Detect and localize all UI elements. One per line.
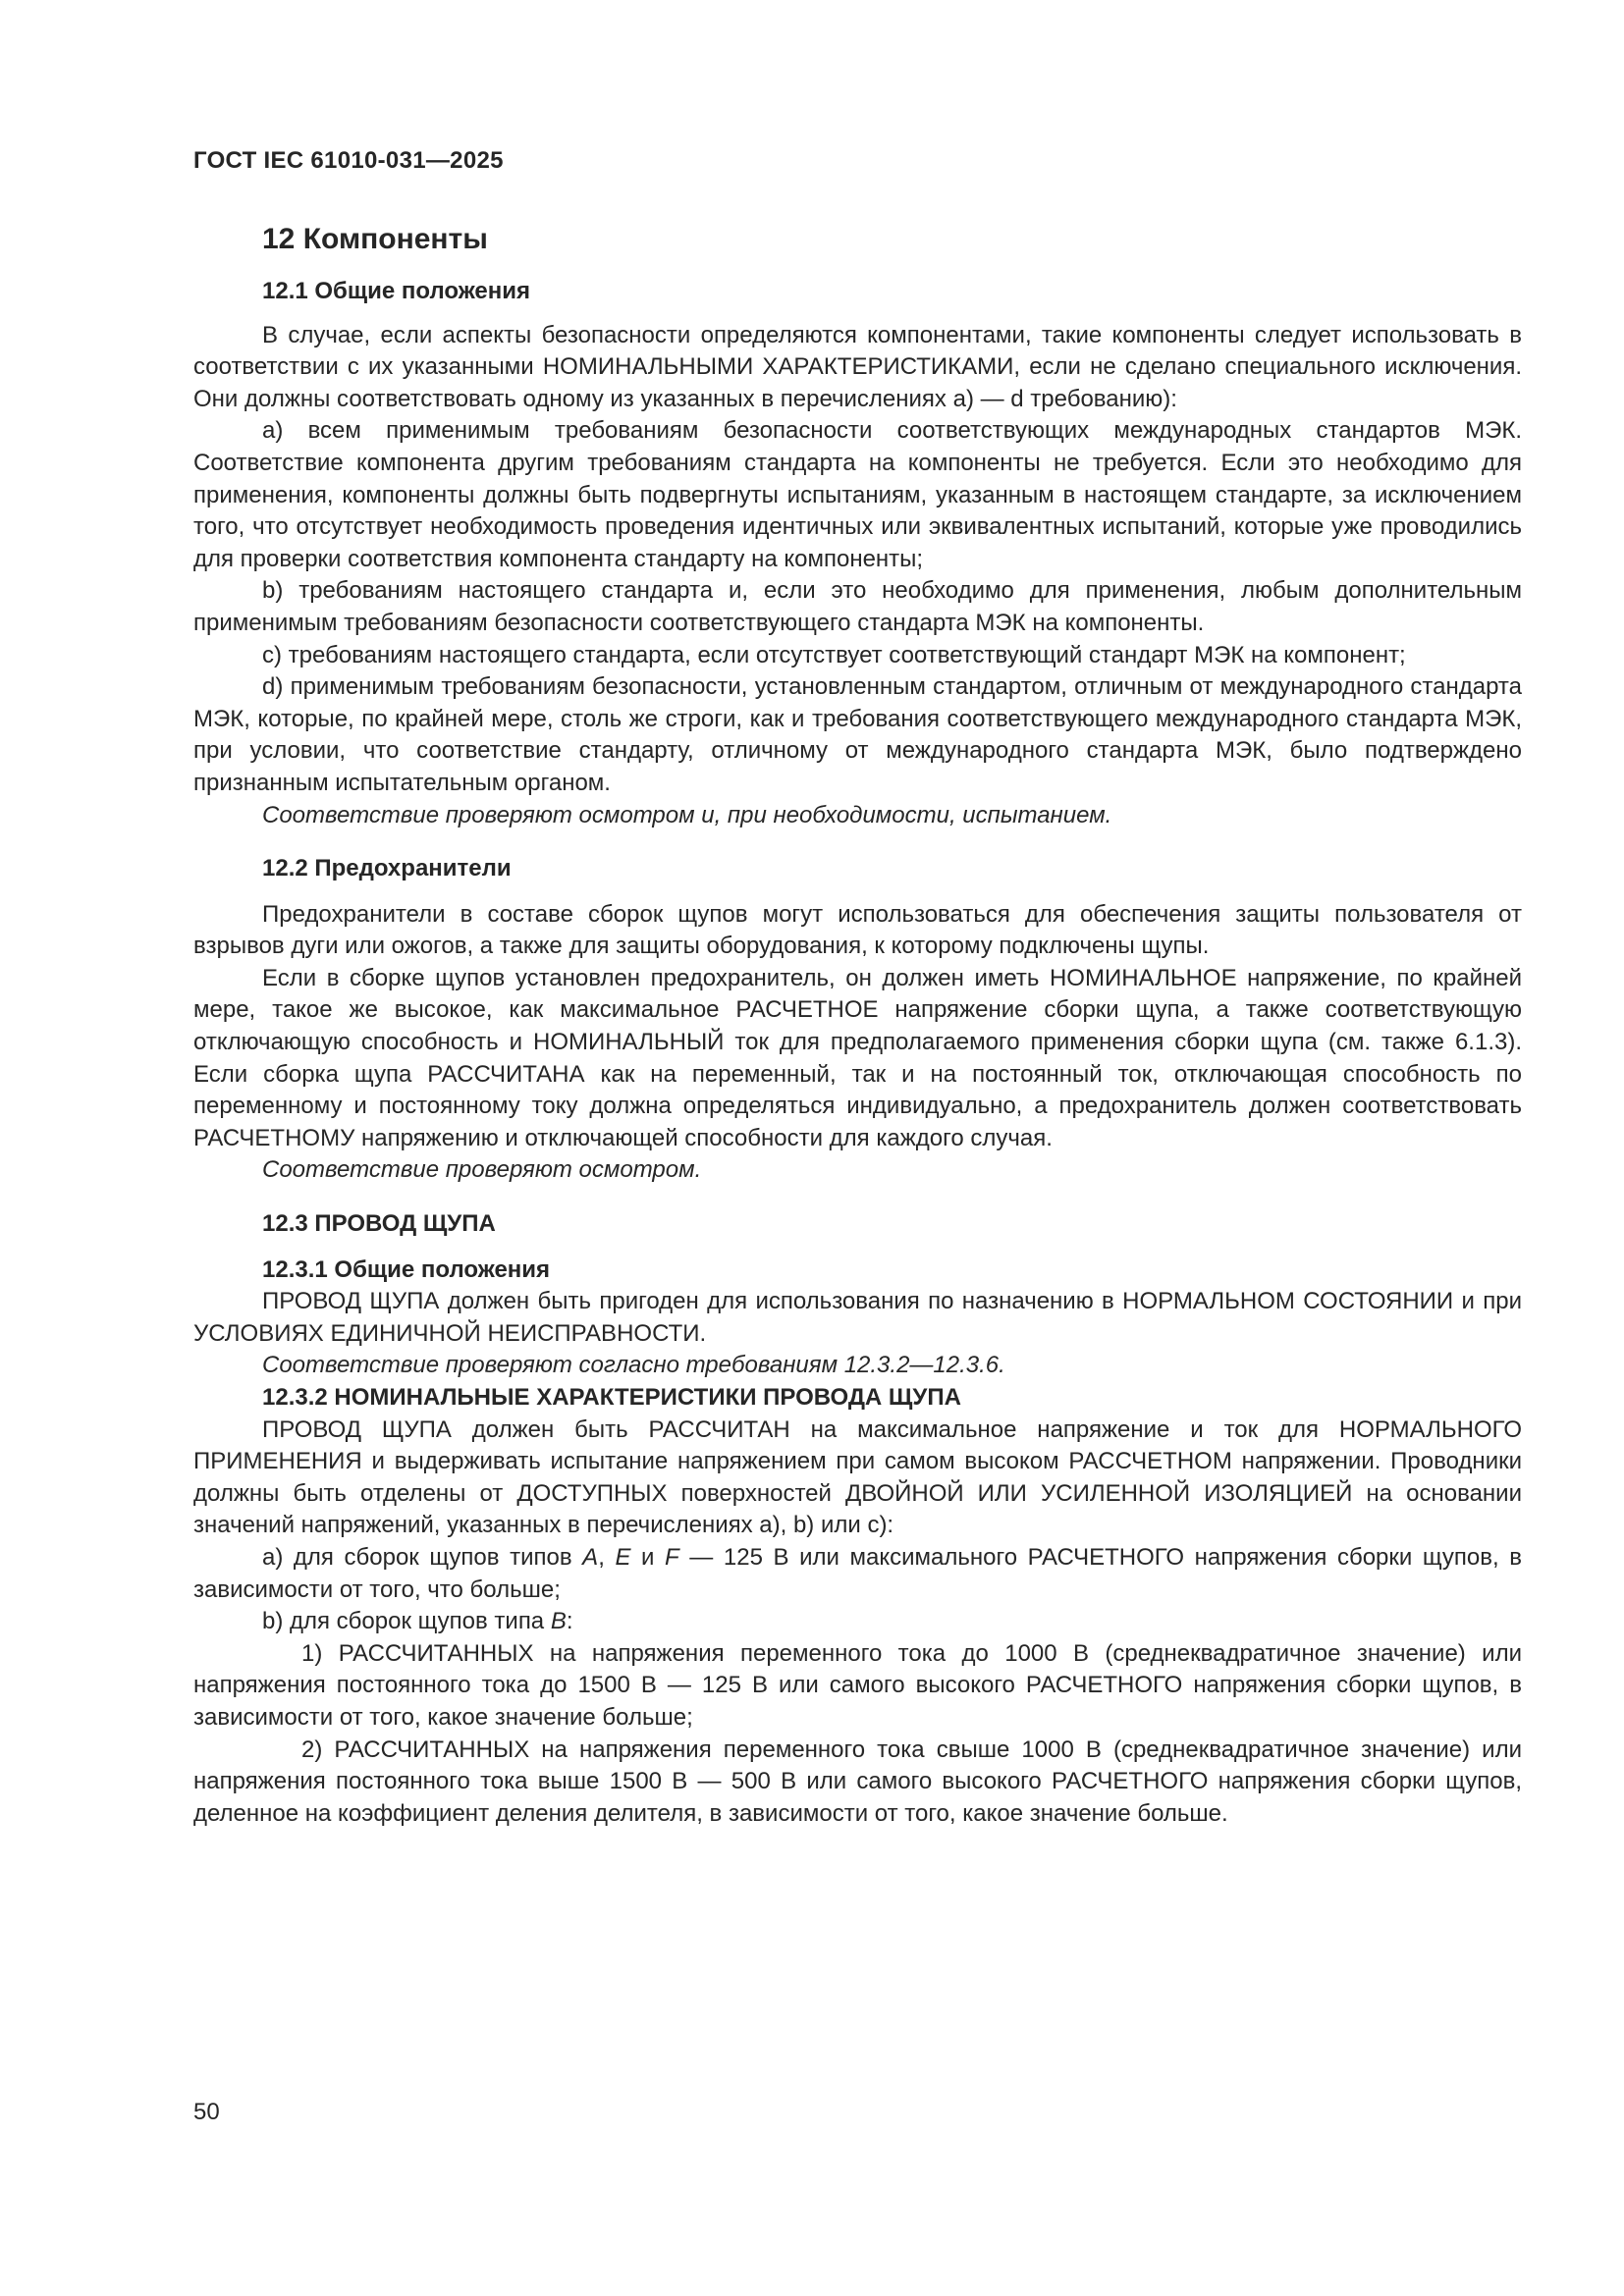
compliance-note-12-3-1: Соответствие проверяют согласно требованиям 12.3.2—12.3.6. — [262, 1352, 1005, 1379]
item-a-comma: , — [598, 1543, 616, 1571]
page-number: 50 — [193, 2099, 220, 2125]
item-a-and: и — [630, 1543, 666, 1571]
section-12-title: 12 Компоненты — [262, 223, 488, 255]
item-b-colon: : — [566, 1608, 573, 1635]
compliance-note-12-1: Соответствие проверяют осмотром и, при необходимости, испытанием. — [262, 801, 1112, 828]
type-A: A — [582, 1543, 599, 1571]
compliance-note-12-2: Соответствие проверяют осмотром. — [262, 1156, 702, 1184]
probe-list-item-b — [193, 1606, 1522, 1638]
probe-list-item-a — [193, 1542, 1522, 1606]
section-12-2-title: 12.2 Предохранители — [262, 855, 512, 882]
list-item-a: a) всем применимым требованиям безопасности соответствующих международных стандартов МЭК. Соответствие компонента другим требованиям стандарта на компоненты не требуется. Если это необходимо для применения, компоненты должны быть подвергнуты испытаниям, указанным в настоящем стандарте, за исключением того, что отсутствует необходимость проведения идентичных или эквивалентных испытаний, которые уже проводились для проверки соответствия компонента стандарту на компоненты; — [193, 417, 1522, 572]
item-a-rest: — 125 В или максимального РАСЧЕТНОГО напряжения сборки щупов, в зависимости от того, что больше; — [193, 1543, 1522, 1603]
document-body — [193, 221, 1522, 1830]
list-item-c: c) требованиям настоящего стандарта, если отсутствует соответствующий стандарт МЭК на компонент; — [262, 641, 1406, 668]
item-a-prefix: a) для сборок щупов типов — [262, 1543, 583, 1571]
section-12-3-2-para: ПРОВОД ЩУПА должен быть РАССЧИТАН на максимальное напряжение и ток для НОРМАЛЬНОГО ПРИМЕНЕНИЯ и выдерживать испытание напряжением при самом высоком РАССЧЕТНОМ напряжении. Проводники должны быть отделены от ДОСТУПНЫХ поверхностей ДВОЙНОЙ ИЛИ УСИЛЕННОЙ ИЗОЛЯЦИЕЙ на основании значений напряжений, указанных в перечислениях a), b) или c): — [193, 1415, 1522, 1539]
section-12-1-title: 12.1 Общие положения — [262, 278, 531, 304]
section-12-2-para-1: Предохранители в составе сборок щупов могут использоваться для обеспечения защиты пользователя от взрывов дуги или ожогов, а также для защиты оборудования, к которому подключены щупы. — [193, 900, 1522, 960]
section-12-2-para-2: Если в сборке щупов установлен предохранитель, он должен иметь НОМИНАЛЬНОЕ напряжение, по крайней мере, такое же высокое, как максимальное РАСЧЕТНОЕ напряжение сборки щупа, а также соответствующую отключающую способность и НОМИНАЛЬНЫЙ ток для предполагаемого применения сборки щупа (см. также 6.1.3). Если сборка щупа РАССЧИТАНА как на переменный, так и на постоянный ток, отключающая способность по переменному и постоянному току должна определяться индивидуально, а предохранитель должен соответствовать РАСЧЕТНОМУ напряжению и отключающей способности для каждого случая. — [193, 964, 1522, 1151]
section-12-3-1-para: ПРОВОД ЩУПА должен быть пригоден для использования по назначению в НОРМАЛЬНОМ СОСТОЯНИИ и при УСЛОВИЯХ ЕДИНИЧНОЙ НЕИСПРАВНОСТИ. — [193, 1288, 1522, 1347]
type-B: B — [550, 1608, 567, 1635]
list-item-b: b) требованиям настоящего стандарта и, если это необходимо для применения, любым дополнительным применимым требованиям безопасности соответствующего стандарта МЭК на компоненты. — [193, 577, 1522, 636]
probe-sub-item-1: 1) РАССЧИТАННЫХ на напряжения переменного тока до 1000 В (среднеквадратичное значение) или напряжения постоянного тока до 1500 В — 125 В или самого высокого РАСЧЕТНОГО напряжения сборки щупов, в зависимости от того, какое значение больше; — [193, 1639, 1522, 1731]
probe-sub-item-2: 2) РАССЧИТАННЫХ на напряжения переменного тока свыше 1000 В (среднеквадратичное значение) или напряжения постоянного тока выше 1500 В — 500 В или самого высокого РАСЧЕТНОГО напряжения сборки щупов, деленное на коэффициент деления делителя, в зависимости от того, какое значение больше. — [193, 1735, 1522, 1827]
section-12-3-2-title: 12.3.2 НОМИНАЛЬНЫЕ ХАРАКТЕРИСТИКИ ПРОВОДА ЩУПА — [262, 1384, 961, 1411]
section-12-3-title: 12.3 ПРОВОД ЩУПА — [262, 1210, 496, 1238]
item-b-prefix: b) для сборок щупов типа — [262, 1608, 551, 1635]
list-item-d: d) применимым требованиям безопасности, установленным стандартом, отличным от международного стандарта МЭК, которые, по крайней мере, столь же строги, как и требования соответствующего международного стандарта МЭК, при условии, что соответствие стандарту, отличному от международного стандарта МЭК, было подтверждено признанным испытательным органом. — [193, 673, 1522, 796]
type-F: F — [665, 1543, 679, 1571]
type-E: E — [615, 1543, 631, 1571]
document-code: ГОСТ IEC 61010-031—2025 — [193, 147, 504, 174]
section-12-1-intro: В случае, если аспекты безопасности определяются компонентами, такие компоненты следует использовать в соответствии с их указанными НОМИНАЛЬНЫМИ ХАРАКТЕРИСТИКАМИ, если не сделано специального исключения. Они должны соответствовать одному из указанных в перечислениях а) — d требованию): — [193, 321, 1522, 412]
section-12-3-1-title: 12.3.1 Общие положения — [262, 1255, 551, 1283]
